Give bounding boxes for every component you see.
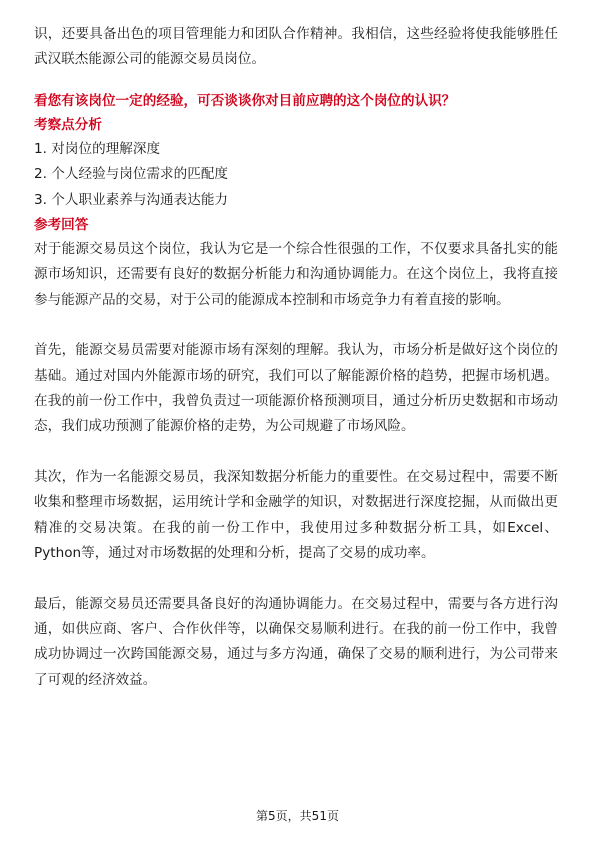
answer-paragraph: 最后，能源交易员还需要具备良好的沟通协调能力。在交易过程中，需要与各方进行沟通，如供应商、客户、合作伙伴等，以确保交易顺利进行。在我的前一份工作中，我曾成功协调过一次跨国能源交易，通过与多方沟通，确保了交易的顺利进行，为公司带来了可观的经济效益。: [34, 595, 558, 688]
analysis-point: 2. 个人经验与岗位需求的匹配度: [34, 166, 229, 183]
analysis-heading: 考察点分析: [34, 116, 102, 133]
answer-paragraph: 首先，能源交易员需要对能源市场有深刻的理解。我认为，市场分析是做好这个岗位的基础。通过对国内外能源市场的研究，我们可以了解能源价格的趋势，把握市场机遇。在我的前一份工作中，我曾负责过一项能源价格预测项目，通过分析历史数据和市场动态，我们成功预测了能源价格的走势，为公司规避了市场风险。: [34, 342, 558, 435]
answer-paragraph: 其次，作为一名能源交易员，我深知数据分析能力的重要性。在交易过程中，需要不断收集和整理市场数据，运用统计学和金融学的知识，对数据进行深度挖掘，从而做出更精准的交易决策。在我的前一份工作中，我使用过多种数据分析工具，如Excel、Python等，通过对市场数据的处理和分析，提高了交易的成功率。: [34, 468, 558, 562]
answer-paragraph: 对于能源交易员这个岗位，我认为它是一个综合性很强的工作，不仅要求具备扎实的能源市场知识，还需要有良好的数据分析能力和沟通协调能力。在这个岗位上，我将直接参与能源产品的交易，对于公司的能源成本控制和市场竞争力有着直接的影响。: [34, 241, 558, 308]
interview-question: 看您有该岗位一定的经验，可否谈谈你对目前应聘的这个岗位的认识？: [34, 92, 456, 109]
analysis-point: 3. 个人职业素养与沟通表达能力: [34, 191, 229, 208]
page-number: 第5页，共51页: [256, 809, 339, 823]
answer-heading: 参考回答: [34, 217, 89, 234]
document-page: [34, 22, 558, 693]
intro-paragraph: 识，还要具备出色的项目管理能力和团队合作精神。我相信，这些经验将使我能够胜任武汉联杰能源公司的能源交易员岗位。: [34, 26, 558, 68]
analysis-point: 1. 对岗位的理解深度: [34, 140, 161, 157]
